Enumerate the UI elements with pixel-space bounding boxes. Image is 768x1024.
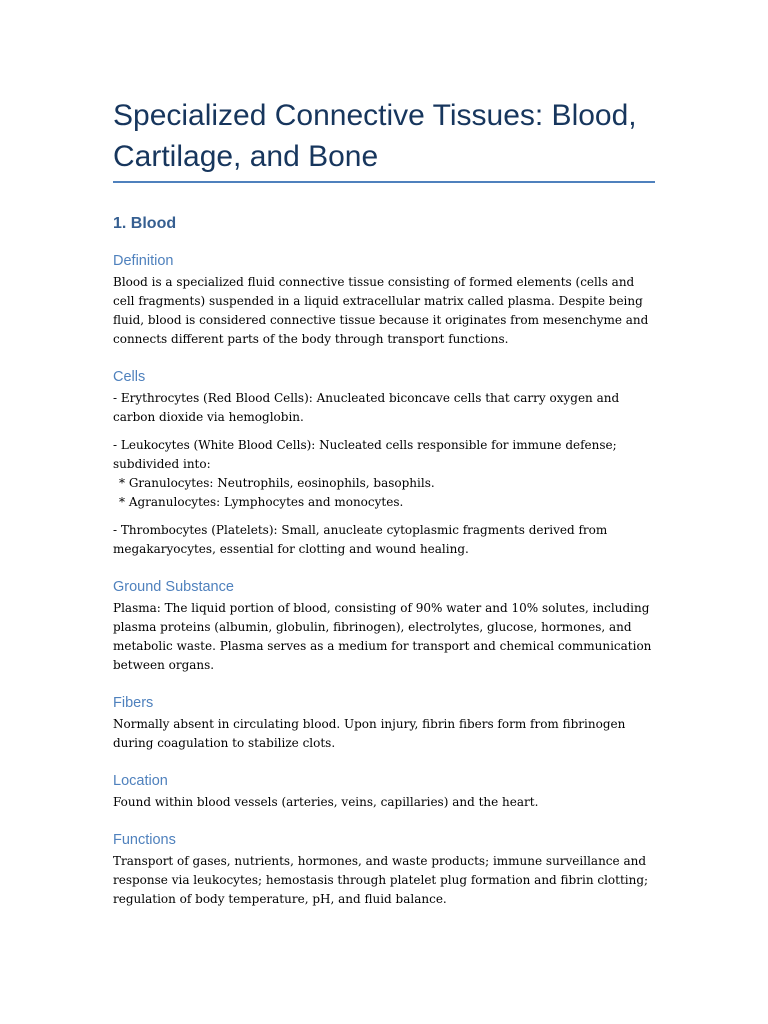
subheading-location: Location bbox=[113, 773, 168, 789]
location-paragraph: Found within blood vessels (arteries, veins, capillaries) and the heart. bbox=[113, 795, 539, 809]
definition-paragraph: Blood is a specialized fluid connective tissue consisting of formed elements (cells and cell fragments) suspended in a liquid extracellular matrix called plasma. Despite being fluid, blood is considered connective tissue because it originates from mesenchyme and connects different parts of the body through transport functions. bbox=[113, 275, 649, 346]
subheading-cells: Cells bbox=[113, 369, 146, 385]
title-line-2: Cartilage, and Bone bbox=[113, 140, 379, 173]
leukocytes-text: - Leukocytes (White Blood Cells): Nucleated cells responsible for immune defense; subdivided into: bbox=[113, 438, 617, 471]
subheading-definition: Definition bbox=[113, 253, 174, 269]
leukocytes-paragraph bbox=[113, 436, 655, 512]
agranulocytes-item: * Agranulocytes: Lymphocytes and monocytes. bbox=[119, 495, 404, 509]
title-underline bbox=[113, 181, 655, 183]
fibers-paragraph: Normally absent in circulating blood. Upon injury, fibrin fibers form from fibrinogen during coagulation to stabilize clots. bbox=[113, 717, 626, 750]
ground-substance-paragraph: Plasma: The liquid portion of blood, consisting of 90% water and 10% solutes, including plasma proteins (albumin, globulin, fibrinogen), electrolytes, glucose, hormones, and metabolic waste. Plasma serves as a medium for transport and chemical communication between organs. bbox=[113, 601, 652, 672]
document-title bbox=[113, 0, 655, 177]
subheading-ground-substance: Ground Substance bbox=[113, 579, 234, 595]
section-heading-blood: 1. Blood bbox=[113, 215, 177, 232]
erythrocytes-paragraph: - Erythrocytes (Red Blood Cells): Anucleated biconcave cells that carry oxygen and carbon dioxide via hemoglobin. bbox=[113, 391, 620, 424]
granulocytes-item: * Granulocytes: Neutrophils, eosinophils, basophils. bbox=[119, 476, 435, 490]
functions-paragraph: Transport of gases, nutrients, hormones, and waste products; immune surveillance and response via leukocytes; hemostasis through platelet plug formation and fibrin clotting; regulation of body temperature, pH, and fluid balance. bbox=[113, 854, 649, 906]
subheading-functions: Functions bbox=[113, 832, 176, 848]
title-line-1: Specialized Connective Tissues: Blood, bbox=[113, 99, 637, 132]
thrombocytes-paragraph: - Thrombocytes (Platelets): Small, anucleate cytoplasmic fragments derived from megakaryocytes, essential for clotting and wound healing. bbox=[113, 523, 608, 556]
subheading-fibers: Fibers bbox=[113, 695, 154, 711]
